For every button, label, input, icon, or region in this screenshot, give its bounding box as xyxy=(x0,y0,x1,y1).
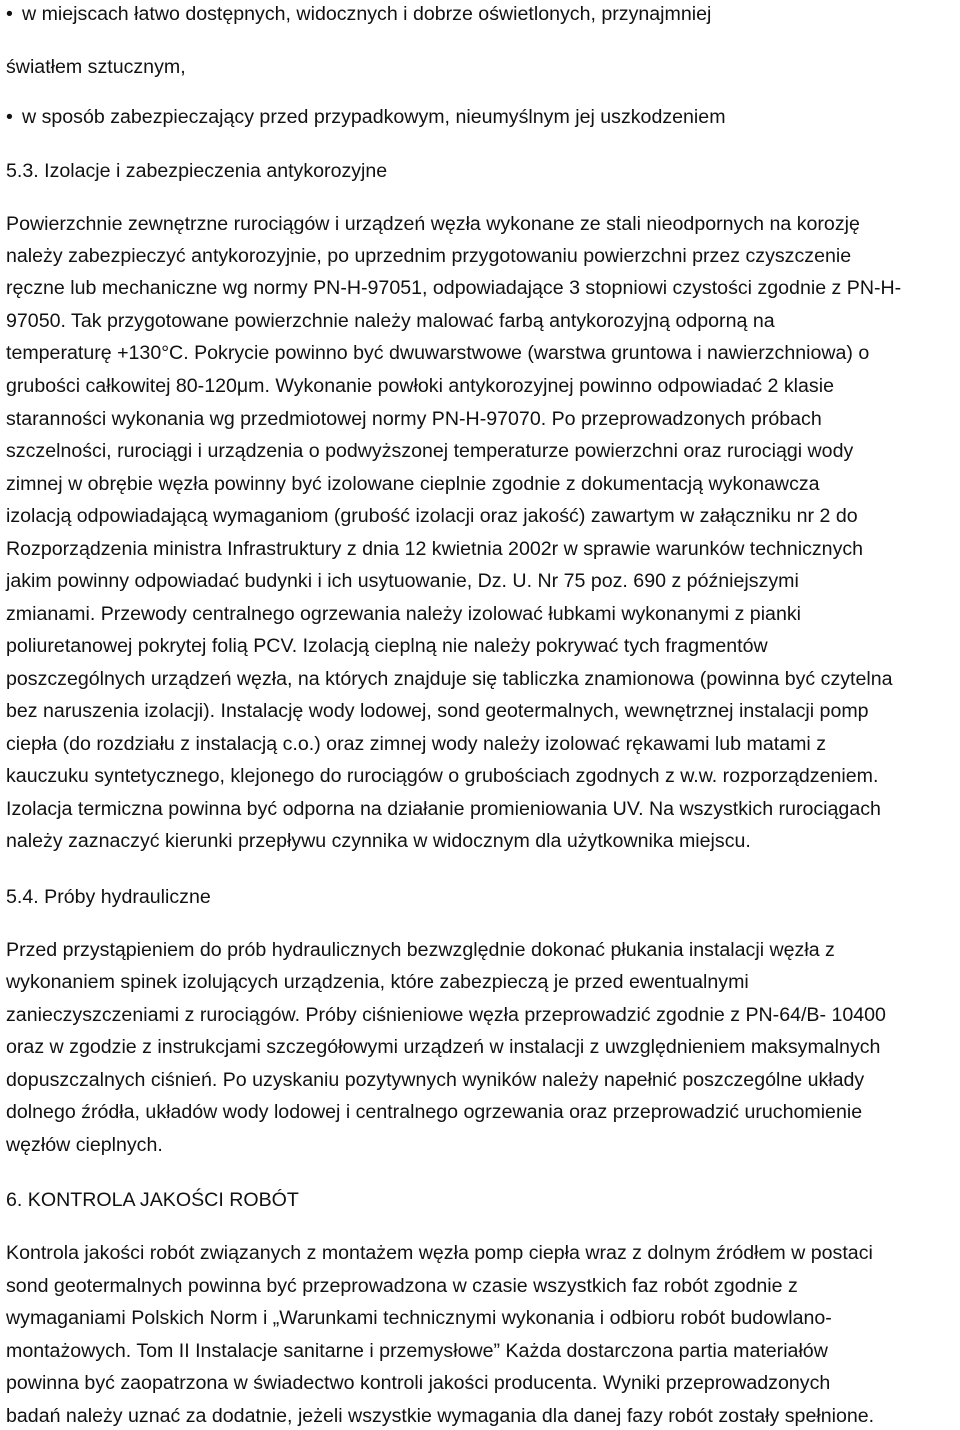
paragraph-line: zimnej w obrębie węzła powinny być izolowane cieplnie zgodnie z dokumentacją wykonawcza xyxy=(6,473,820,495)
paragraph-line: oraz w zgodzie z instrukcjami szczegółowymi urządzeń w instalacji z uwzględnieniem maksymalnych xyxy=(6,1036,881,1058)
bullet-2-line-1: w sposób zabezpieczający przed przypadkowym, nieumyślnym jej uszkodzeniem xyxy=(22,106,726,128)
paragraph-line: zmianami. Przewody centralnego ogrzewania należy izolować łubkami wykonanymi z pianki xyxy=(6,603,802,625)
section-heading: 6. KONTROLA JAKOŚCI ROBÓT xyxy=(6,1189,299,1211)
bullet-1-line-2: światłem sztucznym, xyxy=(6,56,186,78)
bullet-marker: • xyxy=(6,106,13,128)
paragraph-line: kauczuku syntetycznego, klejonego do rurociągów o grubościach zgodnych z w.w. rozporządzeniem. xyxy=(6,765,879,787)
paragraph-line: dolnego źródła, układów wody lodowej i centralnego ogrzewania oraz przeprowadzić uruchomienie xyxy=(6,1101,863,1123)
paragraph-line: Kontrola jakości robót związanych z montażem węzła pomp ciepła wraz z dolnym źródłem w postaci xyxy=(6,1242,873,1264)
paragraph-line: Przed przystąpieniem do prób hydraulicznych bezwzględnie dokonać płukania instalacji węzła z xyxy=(6,939,835,961)
paragraph-line: szczelności, rurociągi i urządzenia o podwyższonej temperaturze powierzchni oraz rurociągi wody xyxy=(6,440,854,462)
bullet-1-line-1: w miejscach łatwo dostępnych, widocznych i dobrze oświetlonych, przynajmniej xyxy=(22,3,712,25)
paragraph-line: staranności wykonania wg przedmiotowej normy PN-H-97070. Po przeprowadzonych próbach xyxy=(6,408,822,430)
paragraph-line: powinna być zaopatrzona w świadectwo kontroli jakości producenta. Wyniki przeprowadzonych xyxy=(6,1372,831,1394)
paragraph-line: poszczególnych urządzeń węzła, na których znajduje się tabliczka znamionowa (powinna być czytelna xyxy=(6,668,893,690)
paragraph-line: należy zaznaczyć kierunki przepływu czynnika w widocznym dla użytkownika miejscu. xyxy=(6,830,751,852)
paragraph-line: dopuszczalnych ciśnień. Po uzyskaniu pozytywnych wyników należy napełnić poszczególne układy xyxy=(6,1069,865,1091)
paragraph-line: węzłów cieplnych. xyxy=(6,1134,163,1156)
paragraph-line: ciepła (do rozdziału z instalacją c.o.) oraz zimnej wody należy izolować rękawami lub matami z xyxy=(6,733,827,755)
paragraph-line: montażowych. Tom II Instalacje sanitarne i przemysłowe” Każda dostarczona partia materiałów xyxy=(6,1340,828,1362)
paragraph-line: wykonaniem spinek izolujących urządzenia, które zabezpieczą je przed ewentualnymi xyxy=(6,971,749,993)
section-heading: 5.4. Próby hydrauliczne xyxy=(6,886,211,908)
paragraph-line: Powierzchnie zewnętrzne rurociągów i urządzeń węzła wykonane ze stali nieodpornych na korozję xyxy=(6,213,860,235)
paragraph-line: należy zabezpieczyć antykorozyjnie, po uprzednim przygotowaniu powierzchni przez czyszczenie xyxy=(6,245,852,267)
paragraph-line: bez naruszenia izolacji). Instalację wody lodowej, sond geotermalnych, wewnętrznej instalacji pomp xyxy=(6,700,869,722)
paragraph-line: temperaturę +130°C. Pokrycie powinno być dwuwarstwowe (warstwa gruntowa i nawierzchniowa) o xyxy=(6,342,870,364)
paragraph-line: wymaganiami Polskich Norm i „Warunkami technicznymi wykonania i odbioru robót budowlano- xyxy=(6,1307,832,1329)
paragraph-line: jakim powinny odpowiadać budynki i ich usytuowanie, Dz. U. Nr 75 poz. 690 z późniejszymi xyxy=(6,570,799,592)
paragraph-line: sond geotermalnych powinna być przeprowadzona w czasie wszystkich faz robót zgodnie z xyxy=(6,1275,798,1297)
paragraph-line: poliuretanowej pokrytej folią PCV. Izolacją cieplną nie należy pokrywać tych fragmentów xyxy=(6,635,768,657)
paragraph-line: ręczne lub mechaniczne wg normy PN-H-97051, odpowiadające 3 stopniowi czystości zgodnie z PN-H- xyxy=(6,277,902,299)
section-heading: 5.3. Izolacje i zabezpieczenia antykorozyjne xyxy=(6,160,388,182)
paragraph-line: badań należy uznać za dodatnie, jeżeli wszystkie wymagania dla danej fazy robót zostały spełnione. xyxy=(6,1405,875,1427)
bullet-marker: • xyxy=(6,3,13,25)
paragraph-line: Izolacja termiczna powinna być odporna na działanie promieniowania UV. Na wszystkich rurociągach xyxy=(6,798,881,820)
paragraph-line: 97050. Tak przygotowane powierzchnie należy malować farbą antykorozyjną odporną na xyxy=(6,310,775,332)
paragraph-line: izolacją odpowiadającą wymaganiom (grubość izolacji oraz jakość) zawartym w załączniku nr 2 do xyxy=(6,505,858,527)
paragraph-line: grubości całkowitej 80-120μm. Wykonanie powłoki antykorozyjnej powinno odpowiadać 2 klasie xyxy=(6,375,834,397)
paragraph-line: zanieczyszczeniami z rurociągów. Próby ciśnieniowe węzła przeprowadzić zgodnie z PN-64/B- 10400 xyxy=(6,1004,886,1026)
paragraph-line: Rozporządzenia ministra Infrastruktury z dnia 12 kwietnia 2002r w sprawie warunków technicznych xyxy=(6,538,864,560)
